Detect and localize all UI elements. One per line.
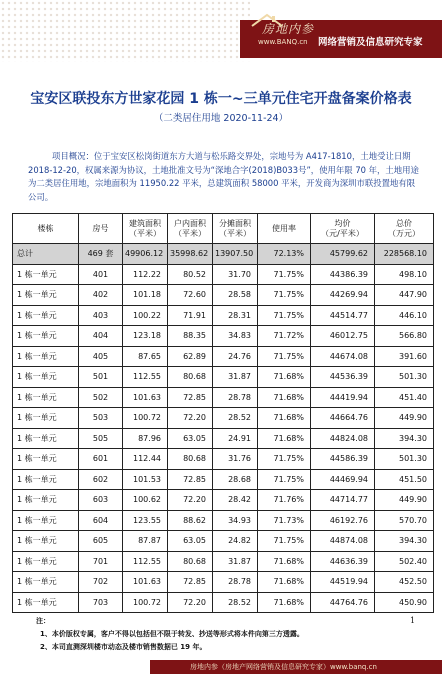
table-cell: 71.91 xyxy=(168,305,213,326)
table-cell: 28.42 xyxy=(213,490,258,511)
table-cell: 447.90 xyxy=(375,285,434,306)
table-cell: 71.68% xyxy=(258,408,311,429)
table-cell: 112.22 xyxy=(123,264,168,285)
table-row xyxy=(13,305,434,326)
total-cell: 总计 xyxy=(13,244,79,265)
table-cell: 44469.94 xyxy=(311,469,375,490)
table-row xyxy=(13,346,434,367)
table-cell: 72.85 xyxy=(168,572,213,593)
table-cell: 44514.77 xyxy=(311,305,375,326)
table-cell: 44664.76 xyxy=(311,408,375,429)
table-cell: 87.87 xyxy=(123,531,168,552)
table-cell: 72.20 xyxy=(168,490,213,511)
table-cell: 63.05 xyxy=(168,428,213,449)
notes-label: 注： xyxy=(36,617,50,625)
notes-section xyxy=(0,613,442,661)
table-cell: 62.89 xyxy=(168,346,213,367)
project-overview: 项目概况：位于宝安区松岗街道东方大道与松乐路交界处，宗地号为 A417-1810，土地受让日期 2018-12-20，权属来源为协议，土地批准文号为“深地合字(2018)B033号”，使用年限 70 年，土地用途为二类居住用地，宗地面积为 11950.22 平米，总建筑面积 58000 平米，开发商为深圳市联投置地有限公司。 xyxy=(28,151,419,202)
table-cell: 100.22 xyxy=(123,305,168,326)
table-cell: 1 栋一单元 xyxy=(13,510,79,531)
table-cell: 44764.76 xyxy=(311,592,375,613)
table-cell: 100.72 xyxy=(123,408,168,429)
table-cell: 404 xyxy=(79,326,123,347)
table-cell: 394.30 xyxy=(375,531,434,552)
table-cell: 566.80 xyxy=(375,326,434,347)
column-header: 房号 xyxy=(79,214,123,244)
table-cell: 501 xyxy=(79,367,123,388)
table-cell: 71.72% xyxy=(258,326,311,347)
table-cell: 28.78 xyxy=(213,387,258,408)
table-cell: 80.68 xyxy=(168,367,213,388)
column-header: 户内面积 （平米） xyxy=(168,214,213,244)
table-cell: 449.90 xyxy=(375,408,434,429)
table-cell: 44674.08 xyxy=(311,346,375,367)
table-cell: 394.30 xyxy=(375,428,434,449)
table-cell: 101.18 xyxy=(123,285,168,306)
table-cell: 46012.75 xyxy=(311,326,375,347)
table-cell: 71.76% xyxy=(258,490,311,511)
table-cell: 498.10 xyxy=(375,264,434,285)
table-cell: 44824.08 xyxy=(311,428,375,449)
table-cell: 100.72 xyxy=(123,592,168,613)
table-row xyxy=(13,264,434,285)
total-cell: 13907.50 xyxy=(213,244,258,265)
table-cell: 31.76 xyxy=(213,449,258,470)
table-cell: 71.68% xyxy=(258,592,311,613)
page-subtitle: （二类居住用地 2020-11-24） xyxy=(153,113,289,124)
table-cell: 1 栋一单元 xyxy=(13,264,79,285)
column-header: 分摊面积 （平米） xyxy=(213,214,258,244)
table-cell: 604 xyxy=(79,510,123,531)
table-cell: 501.30 xyxy=(375,449,434,470)
table-cell: 72.60 xyxy=(168,285,213,306)
table-cell: 123.18 xyxy=(123,326,168,347)
table-cell: 502.40 xyxy=(375,551,434,572)
table-cell: 87.65 xyxy=(123,346,168,367)
table-cell: 1 栋一单元 xyxy=(13,531,79,552)
table-cell: 505 xyxy=(79,428,123,449)
column-header: 使用率 xyxy=(258,214,311,244)
table-cell: 72.85 xyxy=(168,469,213,490)
table-cell: 44386.39 xyxy=(311,264,375,285)
table-cell: 28.68 xyxy=(213,469,258,490)
table-cell: 71.75% xyxy=(258,449,311,470)
table-cell: 1 栋一单元 xyxy=(13,408,79,429)
table-cell: 80.68 xyxy=(168,449,213,470)
table-cell: 702 xyxy=(79,572,123,593)
table-row xyxy=(13,490,434,511)
table-cell: 63.05 xyxy=(168,531,213,552)
table-cell: 71.75% xyxy=(258,531,311,552)
column-header: 楼栋 xyxy=(13,214,79,244)
table-cell: 44536.39 xyxy=(311,367,375,388)
table-cell: 31.70 xyxy=(213,264,258,285)
table-cell: 24.82 xyxy=(213,531,258,552)
table-cell: 703 xyxy=(79,592,123,613)
table-cell: 1 栋一单元 xyxy=(13,490,79,511)
table-cell: 71.68% xyxy=(258,387,311,408)
note-item: 2、本司直测深圳楼市动态及楼市销售数据已 19 年。 xyxy=(40,643,207,651)
table-cell: 31.87 xyxy=(213,367,258,388)
table-cell: 1 栋一单元 xyxy=(13,387,79,408)
table-cell: 452.50 xyxy=(375,572,434,593)
table-row xyxy=(13,572,434,593)
table-cell: 71.75% xyxy=(258,469,311,490)
table-cell: 44269.94 xyxy=(311,285,375,306)
table-cell: 28.52 xyxy=(213,408,258,429)
header-banner xyxy=(0,0,442,62)
table-cell: 72.20 xyxy=(168,592,213,613)
table-cell: 24.76 xyxy=(213,346,258,367)
page-number: 1 xyxy=(410,616,416,625)
dot-pattern xyxy=(0,0,250,62)
table-cell: 451.40 xyxy=(375,387,434,408)
table-cell: 123.55 xyxy=(123,510,168,531)
table-cell: 71.68% xyxy=(258,551,311,572)
table-row xyxy=(13,367,434,388)
table-cell: 450.90 xyxy=(375,592,434,613)
table-cell: 402 xyxy=(79,285,123,306)
table-cell: 112.44 xyxy=(123,449,168,470)
table-cell: 71.75% xyxy=(258,346,311,367)
table-row xyxy=(13,326,434,347)
table-cell: 71.68% xyxy=(258,428,311,449)
page-title: 宝安区联投东方世家花园 1 栋一~三单元住宅开盘备案价格表 xyxy=(30,91,412,107)
table-cell: 24.91 xyxy=(213,428,258,449)
table-cell: 100.62 xyxy=(123,490,168,511)
table-cell: 72.85 xyxy=(168,387,213,408)
table-cell: 1 栋一单元 xyxy=(13,346,79,367)
table-header-row xyxy=(13,214,434,244)
column-header: 建筑面积 （平米） xyxy=(123,214,168,244)
table-cell: 1 栋一单元 xyxy=(13,469,79,490)
table-cell: 71.75% xyxy=(258,305,311,326)
table-cell: 403 xyxy=(79,305,123,326)
table-cell: 603 xyxy=(79,490,123,511)
table-cell: 112.55 xyxy=(123,551,168,572)
table-row xyxy=(13,428,434,449)
table-row xyxy=(13,285,434,306)
table-row xyxy=(13,531,434,552)
table-cell: 449.90 xyxy=(375,490,434,511)
table-cell: 1 栋一单元 xyxy=(13,449,79,470)
table-cell: 101.63 xyxy=(123,387,168,408)
table-cell: 46192.76 xyxy=(311,510,375,531)
table-cell: 28.78 xyxy=(213,572,258,593)
table-cell: 80.52 xyxy=(168,264,213,285)
table-cell: 446.10 xyxy=(375,305,434,326)
table-cell: 112.55 xyxy=(123,367,168,388)
note-item: 1、本价版权专属，客户不得以包括但不限于转发、抄送等形式将本件向第三方透露。 xyxy=(40,630,304,638)
table-cell: 71.75% xyxy=(258,285,311,306)
brand-slogan: 网络营销及信息研究专家 xyxy=(318,37,423,48)
table-cell: 71.68% xyxy=(258,572,311,593)
table-cell: 502 xyxy=(79,387,123,408)
table-cell: 401 xyxy=(79,264,123,285)
total-cell: 228568.10 xyxy=(375,244,434,265)
table-cell: 1 栋一单元 xyxy=(13,592,79,613)
table-cell: 605 xyxy=(79,531,123,552)
table-total-row xyxy=(13,244,434,265)
table-cell: 72.20 xyxy=(168,408,213,429)
table-cell: 28.58 xyxy=(213,285,258,306)
table-cell: 34.83 xyxy=(213,326,258,347)
table-cell: 28.31 xyxy=(213,305,258,326)
table-cell: 44714.77 xyxy=(311,490,375,511)
table-cell: 71.73% xyxy=(258,510,311,531)
table-row xyxy=(13,408,434,429)
table-cell: 451.50 xyxy=(375,469,434,490)
table-row xyxy=(13,449,434,470)
table-cell: 44636.39 xyxy=(311,551,375,572)
brand-url: www.BANQ.cn xyxy=(258,38,308,46)
table-row xyxy=(13,551,434,572)
table-cell: 28.52 xyxy=(213,592,258,613)
table-cell: 1 栋一单元 xyxy=(13,285,79,306)
total-cell: 35998.62 xyxy=(168,244,213,265)
price-table xyxy=(12,213,434,613)
table-row xyxy=(13,387,434,408)
table-row xyxy=(13,469,434,490)
table-cell: 1 栋一单元 xyxy=(13,326,79,347)
table-cell: 1 栋一单元 xyxy=(13,551,79,572)
table-cell: 44874.08 xyxy=(311,531,375,552)
table-cell: 503 xyxy=(79,408,123,429)
table-cell: 1 栋一单元 xyxy=(13,305,79,326)
total-cell: 45799.62 xyxy=(311,244,375,265)
table-row xyxy=(13,592,434,613)
brand-name: 房地内参 xyxy=(262,22,315,36)
total-cell: 72.13% xyxy=(258,244,311,265)
column-header: 总价 （万元） xyxy=(375,214,434,244)
table-cell: 87.96 xyxy=(123,428,168,449)
table-cell: 602 xyxy=(79,469,123,490)
table-cell: 101.63 xyxy=(123,572,168,593)
table-cell: 391.60 xyxy=(375,346,434,367)
total-cell: 49906.12 xyxy=(123,244,168,265)
table-cell: 101.53 xyxy=(123,469,168,490)
table-cell: 34.93 xyxy=(213,510,258,531)
table-cell: 31.87 xyxy=(213,551,258,572)
footer-bar: 房地内参（房地产网络营销及信息研究专家）www.banq.cn xyxy=(150,660,442,674)
table-cell: 1 栋一单元 xyxy=(13,428,79,449)
table-cell: 1 栋一单元 xyxy=(13,367,79,388)
table-cell: 88.62 xyxy=(168,510,213,531)
table-cell: 601 xyxy=(79,449,123,470)
table-cell: 71.75% xyxy=(258,264,311,285)
table-cell: 71.68% xyxy=(258,367,311,388)
table-cell: 44419.94 xyxy=(311,387,375,408)
table-cell: 405 xyxy=(79,346,123,367)
table-cell: 1 栋一单元 xyxy=(13,572,79,593)
table-cell: 44519.94 xyxy=(311,572,375,593)
column-header: 均价 （元/平米） xyxy=(311,214,375,244)
total-cell: 469 套 xyxy=(79,244,123,265)
table-cell: 80.68 xyxy=(168,551,213,572)
table-cell: 570.70 xyxy=(375,510,434,531)
table-cell: 701 xyxy=(79,551,123,572)
table-row xyxy=(13,510,434,531)
table-cell: 501.30 xyxy=(375,367,434,388)
table-cell: 88.35 xyxy=(168,326,213,347)
table-cell: 44586.39 xyxy=(311,449,375,470)
